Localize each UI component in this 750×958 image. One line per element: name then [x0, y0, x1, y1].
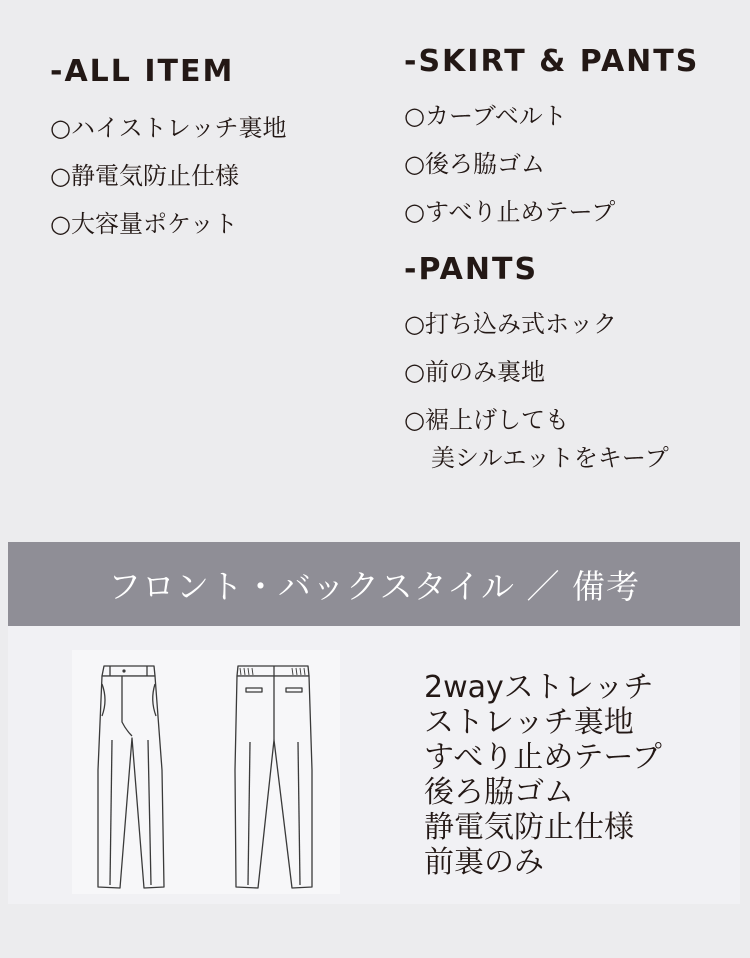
- feature-item: 後ろ脇ゴム: [424, 775, 574, 810]
- pants-illustration: [88, 660, 328, 892]
- feature-item: 静電気防止仕様: [424, 810, 634, 845]
- list-item: ○すべり止めテープ: [404, 198, 616, 226]
- feature-item: すべり止めテープ: [424, 740, 662, 775]
- pants-back-drawing: [235, 666, 312, 888]
- list-item: ○大容量ポケット: [50, 210, 238, 238]
- list-item: ○前のみ裏地: [404, 358, 545, 386]
- pants-front-drawing: [98, 666, 164, 888]
- features-list: [424, 670, 662, 880]
- list-item: ○後ろ脇ゴム: [404, 150, 545, 178]
- pants-list: [404, 300, 699, 477]
- skirt-pants-heading: -SKIRT & PANTS: [404, 44, 700, 79]
- pants-heading: -PANTS: [404, 252, 539, 287]
- list-item-line1: ○裾上げしても: [404, 406, 569, 434]
- style-banner: [8, 542, 740, 626]
- banner-title: フロント・バックスタイル ／ 備考: [108, 566, 640, 606]
- list-item-multiline: [404, 396, 699, 477]
- feature-item: ストレッチ裏地: [424, 705, 634, 740]
- all-item-heading: -ALL ITEM: [50, 54, 235, 89]
- list-item: ○ハイストレッチ裏地: [50, 114, 287, 142]
- style-panel: [8, 626, 740, 904]
- list-item: ○打ち込み式ホック: [404, 310, 617, 338]
- list-item: ○カーブベルト: [404, 102, 567, 130]
- all-item-list: [50, 104, 286, 248]
- list-item-line2: 美シルエットをキープ: [431, 444, 669, 472]
- all-item-section: [50, 52, 286, 248]
- feature-item: 2wayストレッチ: [424, 670, 654, 705]
- list-item: ○静電気防止仕様: [50, 162, 239, 190]
- skirt-pants-section: [404, 42, 699, 477]
- feature-item: 前裏のみ: [424, 845, 544, 880]
- skirt-pants-list: [404, 92, 699, 236]
